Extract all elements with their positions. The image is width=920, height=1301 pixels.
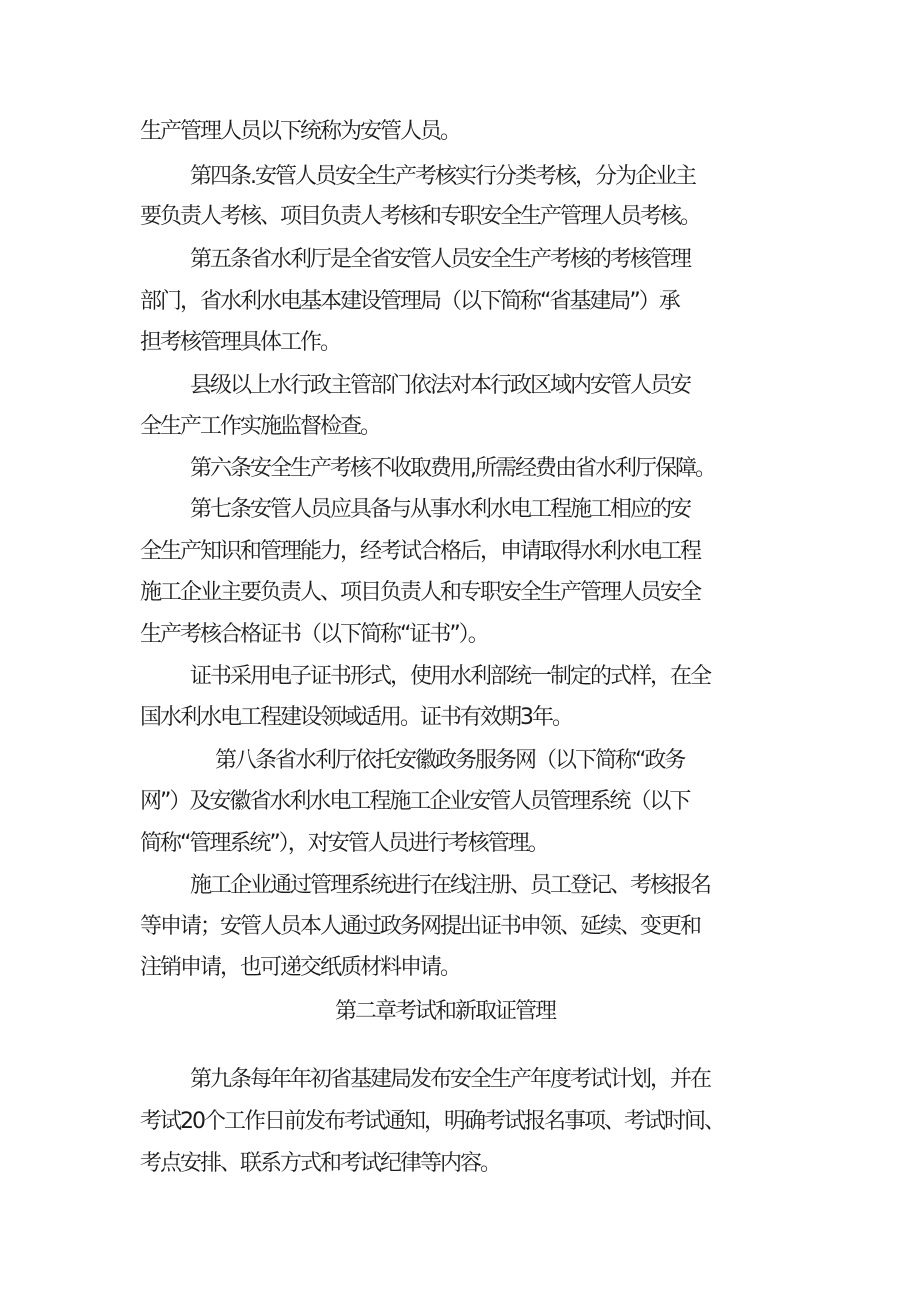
text-line: 简称“管理系统”），对安管人员进行考核管理。: [140, 831, 548, 856]
text-line: 县级以上水行政主管部门依法对本行政区域内安管人员安: [190, 373, 691, 398]
text-line: 全生产工作实施监督检查。: [140, 414, 381, 439]
text-line: 第九条每年年初省基建局发布安全生产年度考试计划，并在: [190, 1067, 711, 1092]
text-line: 要负责人考核、项目负责人考核和专职安全生产管理人员考核。: [140, 204, 701, 229]
text-line: 第七条安管人员应具备与从事水利水电工程施工相应的安: [190, 497, 691, 522]
text-line: 生产管理人员以下统称为安管人员。: [140, 119, 461, 144]
text-line: 担考核管理具体工作。: [140, 330, 341, 355]
text-line: 施工企业主要负责人、项目负责人和专职安全生产管理人员安全: [140, 580, 701, 605]
text-line: 生产考核合格证书（以下简称“证书”）。: [140, 622, 488, 647]
text-line: 国水利水电工程建设领域适用。证书有效期3年。: [140, 705, 572, 730]
text-line: 等申请；安管人员本人通过政务网提出证书申领、延续、变更和: [140, 914, 701, 939]
text-line: 考试20个工作日前发布考试通知，明确考试报名事项、考试时间、: [140, 1109, 724, 1134]
text-line: 注销申请，也可递交纸质材料申请。: [140, 955, 461, 980]
text-line: 全生产知识和管理能力，经考试合格后，申请取得水利水电工程: [140, 539, 701, 564]
text-line: 考点安排、联系方式和考试纪律等内容。: [140, 1151, 501, 1176]
text-line: 第六条安全生产考核不收取费用,所需经费由省水利厅保障。: [190, 456, 715, 481]
chapter-heading: 第二章考试和新取证管理: [335, 999, 556, 1024]
text-line: 网”）及安徽省水利水电工程施工企业安管人员管理系统（以下: [140, 789, 690, 814]
text-line: 第八条省水利厅依托安徽政务服务网（以下简称“政务: [215, 748, 685, 773]
text-line: 第四条.安管人员安全生产考核实行分类考核，分为企业主: [190, 164, 695, 189]
text-line: 第五条省水利厅是全省安管人员安全生产考核的考核管理: [190, 247, 691, 272]
text-line: 证书采用电子证书形式，使用水利部统一制定的式样，在全: [190, 664, 711, 689]
text-line: 部门，省水利水电基本建设管理局（以下简称“省基建局”）承: [140, 289, 679, 314]
text-line: 施工企业通过管理系统进行在线注册、员工登记、考核报名: [190, 873, 711, 898]
